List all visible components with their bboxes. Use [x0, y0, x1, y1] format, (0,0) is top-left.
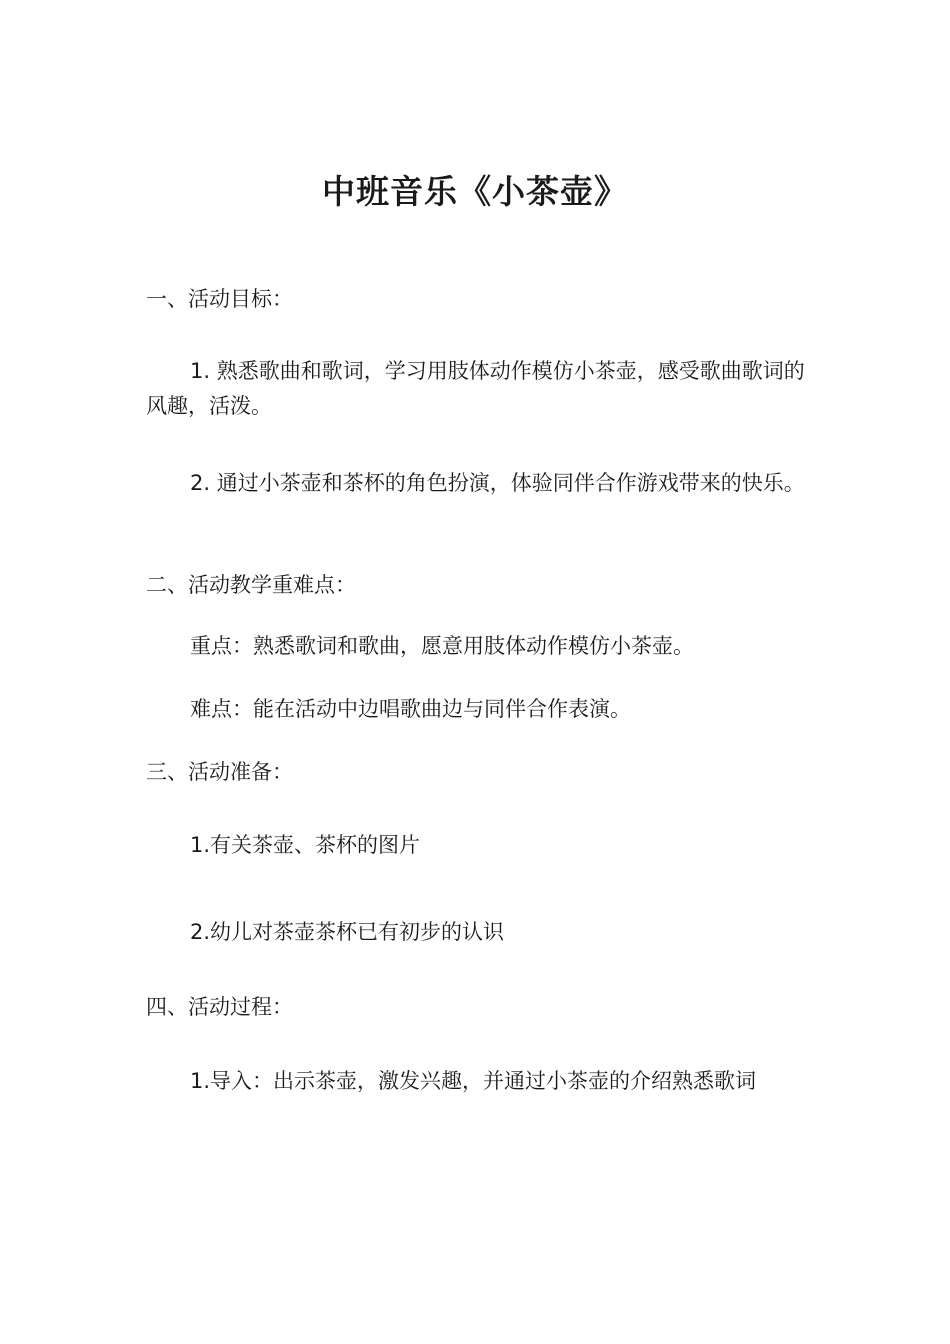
goal-item-1: 1. 熟悉歌曲和歌词，学习用肢体动作模仿小茶壶，感受歌曲歌词的风趣，活泼。: [146, 359, 805, 418]
section-heading-preparation: 三、活动准备：: [146, 760, 293, 784]
process-item-1: 1.导入：出示茶壶，激发兴趣，并通过小茶壶的介绍熟悉歌词: [190, 1069, 757, 1093]
preparation-item-1: 1.有关茶壶、茶杯的图片: [190, 833, 421, 857]
goal-item-2: 2. 通过小茶壶和茶杯的角色扮演，体验同伴合作游戏带来的快乐。: [190, 471, 805, 495]
section-heading-process: 四、活动过程：: [146, 995, 293, 1019]
section-heading-goals: 一、活动目标：: [146, 287, 293, 311]
key-point-item: 重点：熟悉歌词和歌曲，愿意用肢体动作模仿小茶壶。: [190, 634, 694, 658]
preparation-item-2: 2.幼儿对茶壶茶杯已有初步的认识: [190, 920, 505, 944]
section-heading-key-points: 二、活动教学重难点：: [146, 573, 356, 597]
difficulty-item: 难点：能在活动中边唱歌曲边与同伴合作表演。: [190, 697, 631, 721]
document-title: 中班音乐《小茶壶》: [322, 172, 628, 211]
